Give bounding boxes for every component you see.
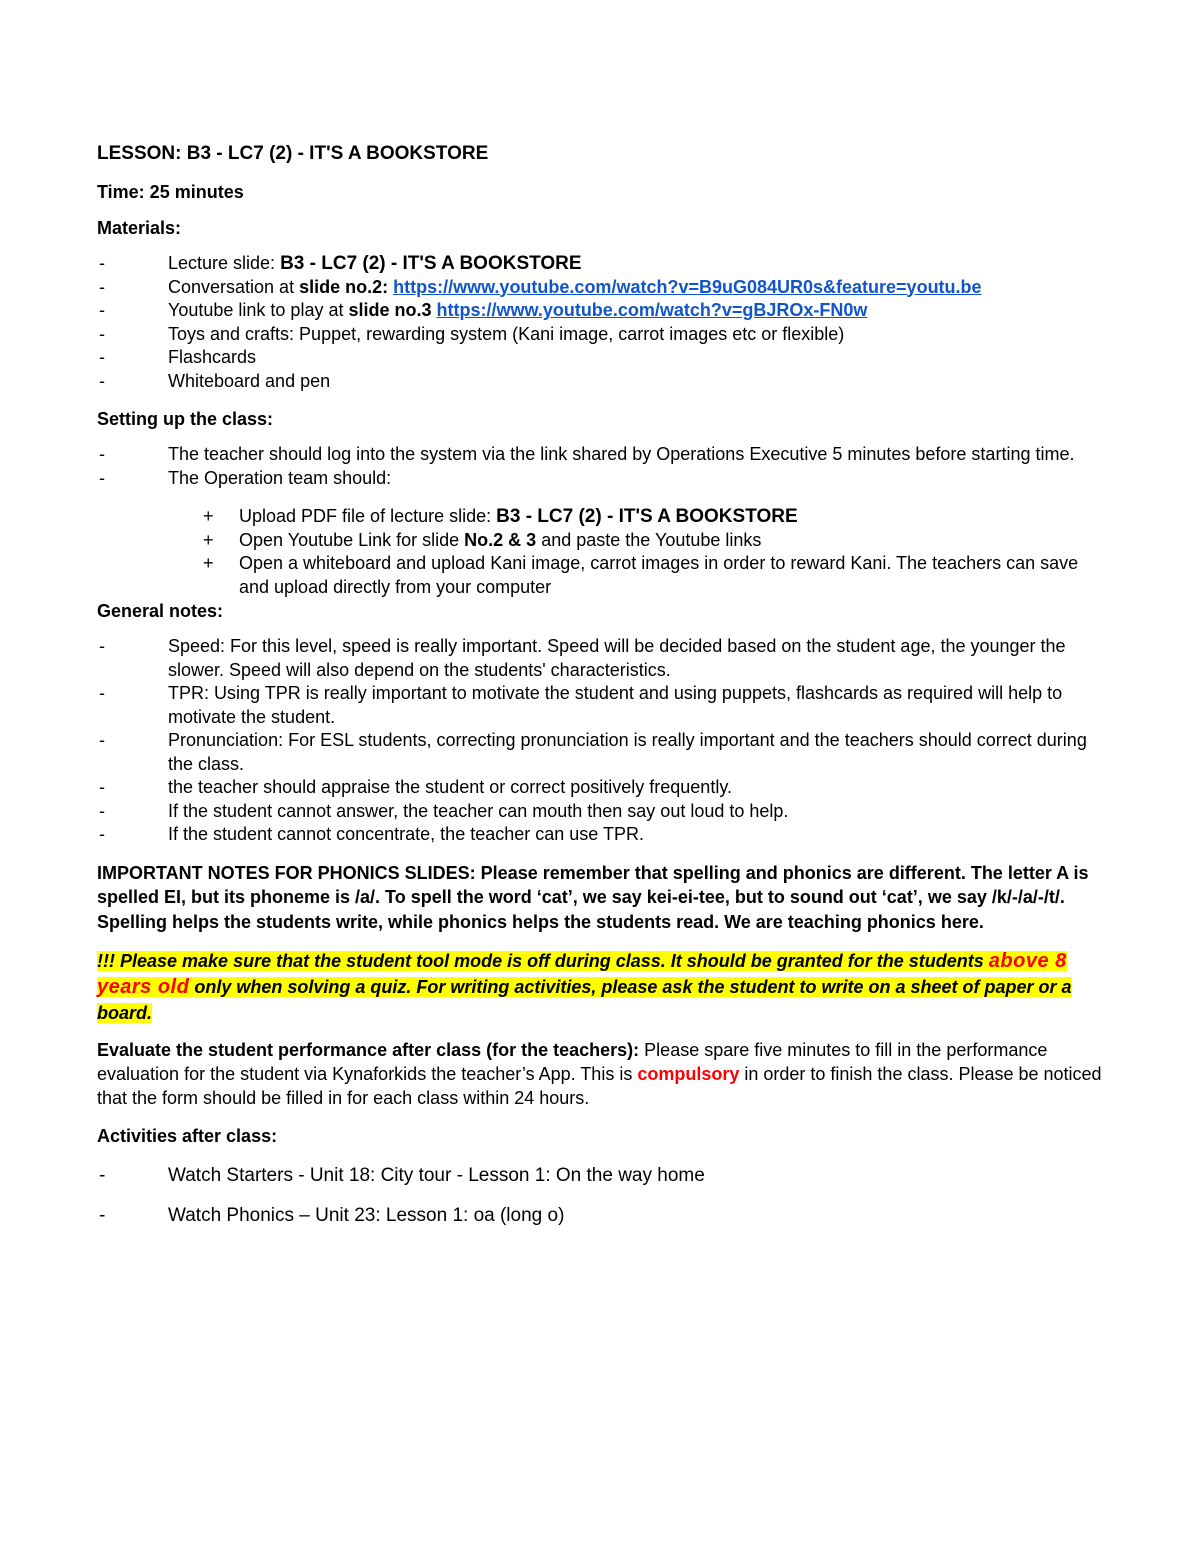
list-item: - Watch Starters - Unit 18: City tour - Lesson 1: On the way home xyxy=(97,1164,1107,1188)
list-item: - Lecture slide: B3 - LC7 (2) - IT'S A BOOKSTORE xyxy=(97,252,1107,276)
list-item: - Watch Phonics – Unit 23: Lesson 1: oa (long o) xyxy=(97,1204,1107,1228)
list-item: - If the student cannot concentrate, the teacher can use TPR. xyxy=(97,823,1107,847)
lesson-label: LESSON: xyxy=(97,143,187,164)
setup-list xyxy=(97,443,1107,490)
phonics-important-note: IMPORTANT NOTES FOR PHONICS SLIDES: Please remember that spelling and phonics are different. The letter A is spelled EI, but its phoneme is /a/. To spell the word ‘cat’, we say kei-ei-tee, but to sound out ‘cat’, we say /k/-/a/-/t/. Spelling helps the students write, while phonics helps the students read. We are teaching phonics here. xyxy=(97,862,1089,932)
evaluation-note: Evaluate the student performance after class (for the teachers): Please spare five minutes to fill in the performance evaluation for the student via Kynaforkids the teacher’s App. This is compulsory in order to finish the class. Please be noticed that the form should be filled in for each class within 24 hours. xyxy=(97,1040,1102,1108)
setup-heading: Setting up the class: xyxy=(97,409,274,429)
lesson-name: B3 - LC7 (2) - IT'S A BOOKSTORE xyxy=(186,143,489,164)
list-item: + Open Youtube Link for slide No.2 & 3 and paste the Youtube links xyxy=(97,529,1107,553)
after-class-list xyxy=(97,1164,1107,1227)
list-item: - Conversation at slide no.2: https://www.youtube.com/watch?v=B9uG084UR0s&feature=youtu.be xyxy=(97,276,1107,300)
list-item: - TPR: Using TPR is really important to motivate the student and using puppets, flashcards as required will help to motivate the student. xyxy=(97,682,1107,729)
list-item: - If the student cannot answer, the teacher can mouth then say out loud to help. xyxy=(97,800,1107,824)
notes-heading: General notes: xyxy=(97,601,224,621)
lesson-title xyxy=(97,142,1107,166)
list-item: - Youtube link to play at slide no.3 https://www.youtube.com/watch?v=gBJROx-FN0w xyxy=(97,299,1107,323)
list-item: - Speed: For this level, speed is really important. Speed will be decided based on the student age, the younger the slower. Speed will also depend on the students' characteristics. xyxy=(97,635,1107,682)
list-item: - The teacher should log into the system via the link shared by Operations Executive 5 minutes before starting time. xyxy=(97,443,1107,467)
list-item: + Upload PDF file of lecture slide: B3 - LC7 (2) - IT'S A BOOKSTORE xyxy=(97,505,1107,529)
compulsory-emphasis: compulsory xyxy=(637,1064,740,1084)
lesson-time: Time: 25 minutes xyxy=(97,182,244,202)
tool-mode-warning: !!! Please make sure that the student tool mode is off during class. It should be granted for the students above 8 years old only when solving a quiz. For writing activities, please ask the student to write on a sheet of paper or a board. xyxy=(97,950,1072,1023)
age-emphasis: above 8 years old xyxy=(97,950,1067,998)
evaluation-heading: Evaluate the student performance after class (for the teachers): xyxy=(97,1040,640,1060)
document-content xyxy=(97,142,1107,1227)
conversation-video-link[interactable]: https://www.youtube.com/watch?v=B9uG084UR0s&feature=youtu.be xyxy=(393,276,982,297)
lecture-slide-title: B3 - LC7 (2) - IT'S A BOOKSTORE xyxy=(280,253,582,274)
list-item: - Pronunciation: For ESL students, correcting pronunciation is really important and the teachers should correct during the class. xyxy=(97,729,1107,776)
after-class-heading: Activities after class: xyxy=(97,1126,278,1146)
list-item: - The Operation team should: xyxy=(97,467,1107,491)
setup-sublist xyxy=(97,505,1107,599)
materials-heading: Materials: xyxy=(97,218,182,238)
notes-list xyxy=(97,635,1107,847)
youtube-video-link[interactable]: https://www.youtube.com/watch?v=gBJROx-FN0w xyxy=(436,300,868,320)
materials-list xyxy=(97,252,1107,393)
list-item: - Toys and crafts: Puppet, rewarding system (Kani image, carrot images etc or flexible) xyxy=(97,323,1107,347)
list-item: - the teacher should appraise the student or correct positively frequently. xyxy=(97,776,1107,800)
list-item: - Flashcards xyxy=(97,346,1107,370)
list-item: - Whiteboard and pen xyxy=(97,370,1107,394)
list-item: + Open a whiteboard and upload Kani image, carrot images in order to reward Kani. The teachers can save and upload directly from your computer xyxy=(97,552,1107,599)
